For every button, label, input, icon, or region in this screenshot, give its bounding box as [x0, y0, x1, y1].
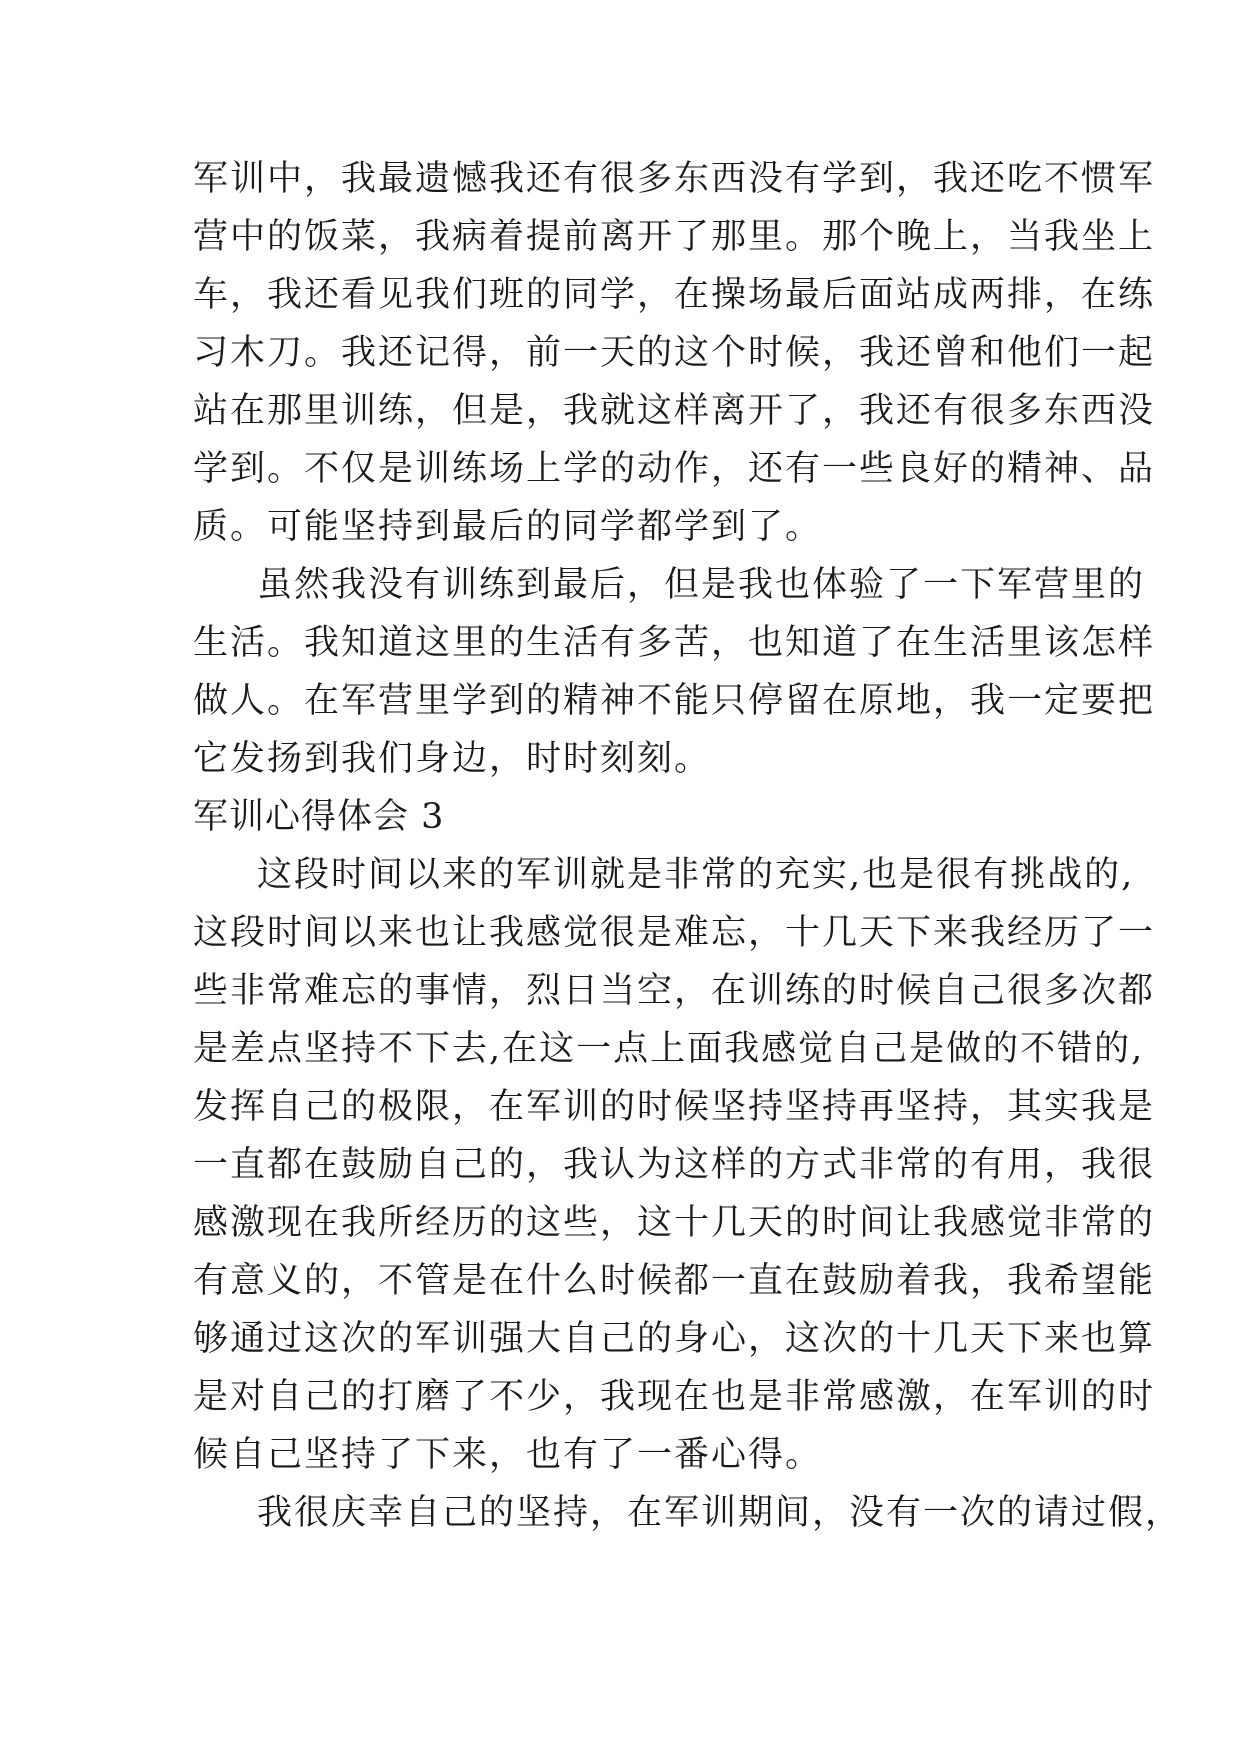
text-line: 营中的饭菜，我病着提前离开了那里。那个晚上，当我坐上	[193, 217, 1156, 257]
document-body	[193, 150, 1183, 1542]
text-line: 虽然我没有训练到最后，但是我也体验了一下军营里的	[257, 565, 1146, 605]
text-line: 站在那里训练，但是，我就这样离开了，我还有很多东西没	[193, 391, 1156, 431]
text-line: 质。可能坚持到最后的同学都学到了。	[193, 507, 823, 547]
text-line: 是差点坚持不下去,在这一点上面我感觉自己是做的不错的,	[193, 1029, 1145, 1069]
text-line: 候自己坚持了下来，也有了一番心得。	[193, 1435, 823, 1475]
text-line: 生活。我知道这里的生活有多苦，也知道了在生活里该怎样	[193, 623, 1156, 663]
text-line: 感激现在我所经历的这些，这十几天的时间让我感觉非常的	[193, 1203, 1156, 1243]
text-line: 这段时间以来的军训就是非常的充实,也是很有挑战的,	[257, 855, 1135, 895]
text-line: 一直都在鼓励自己的，我认为这样的方式非常的有用，我很	[193, 1145, 1156, 1185]
text-line: 做人。在军营里学到的精神不能只停留在原地，我一定要把	[193, 681, 1156, 721]
text-line: 它发扬到我们身边，时时刻刻。	[193, 739, 712, 779]
text-line: 学到。不仅是训练场上学的动作，还有一些良好的精神、品	[193, 449, 1156, 489]
text-line: 习木刀。我还记得，前一天的这个时候，我还曾和他们一起	[193, 333, 1156, 373]
text-line: 车，我还看见我们班的同学，在操场最后面站成两排，在练	[193, 275, 1156, 315]
text-line: 些非常难忘的事情，烈日当空，在训练的时候自己很多次都	[193, 971, 1156, 1011]
text-line: 有意义的，不管是在什么时候都一直在鼓励着我，我希望能	[193, 1261, 1156, 1301]
text-line: 军训中，我最遗憾我还有很多东西没有学到，我还吃不惯军	[193, 159, 1156, 199]
text-line: 够通过这次的军训强大自己的身心，这次的十几天下来也算	[193, 1319, 1156, 1359]
text-line: 发挥自己的极限，在军训的时候坚持坚持再坚持，其实我是	[193, 1087, 1156, 1127]
section-heading: 军训心得体会 3	[193, 797, 445, 837]
text-line: 是对自己的打磨了不少，我现在也是非常感激，在军训的时	[193, 1377, 1156, 1417]
text-line: 我很庆幸自己的坚持，在军训期间，没有一次的请过假，	[257, 1493, 1183, 1533]
text-line: 这段时间以来也让我感觉很是难忘，十几天下来我经历了一	[193, 913, 1156, 953]
